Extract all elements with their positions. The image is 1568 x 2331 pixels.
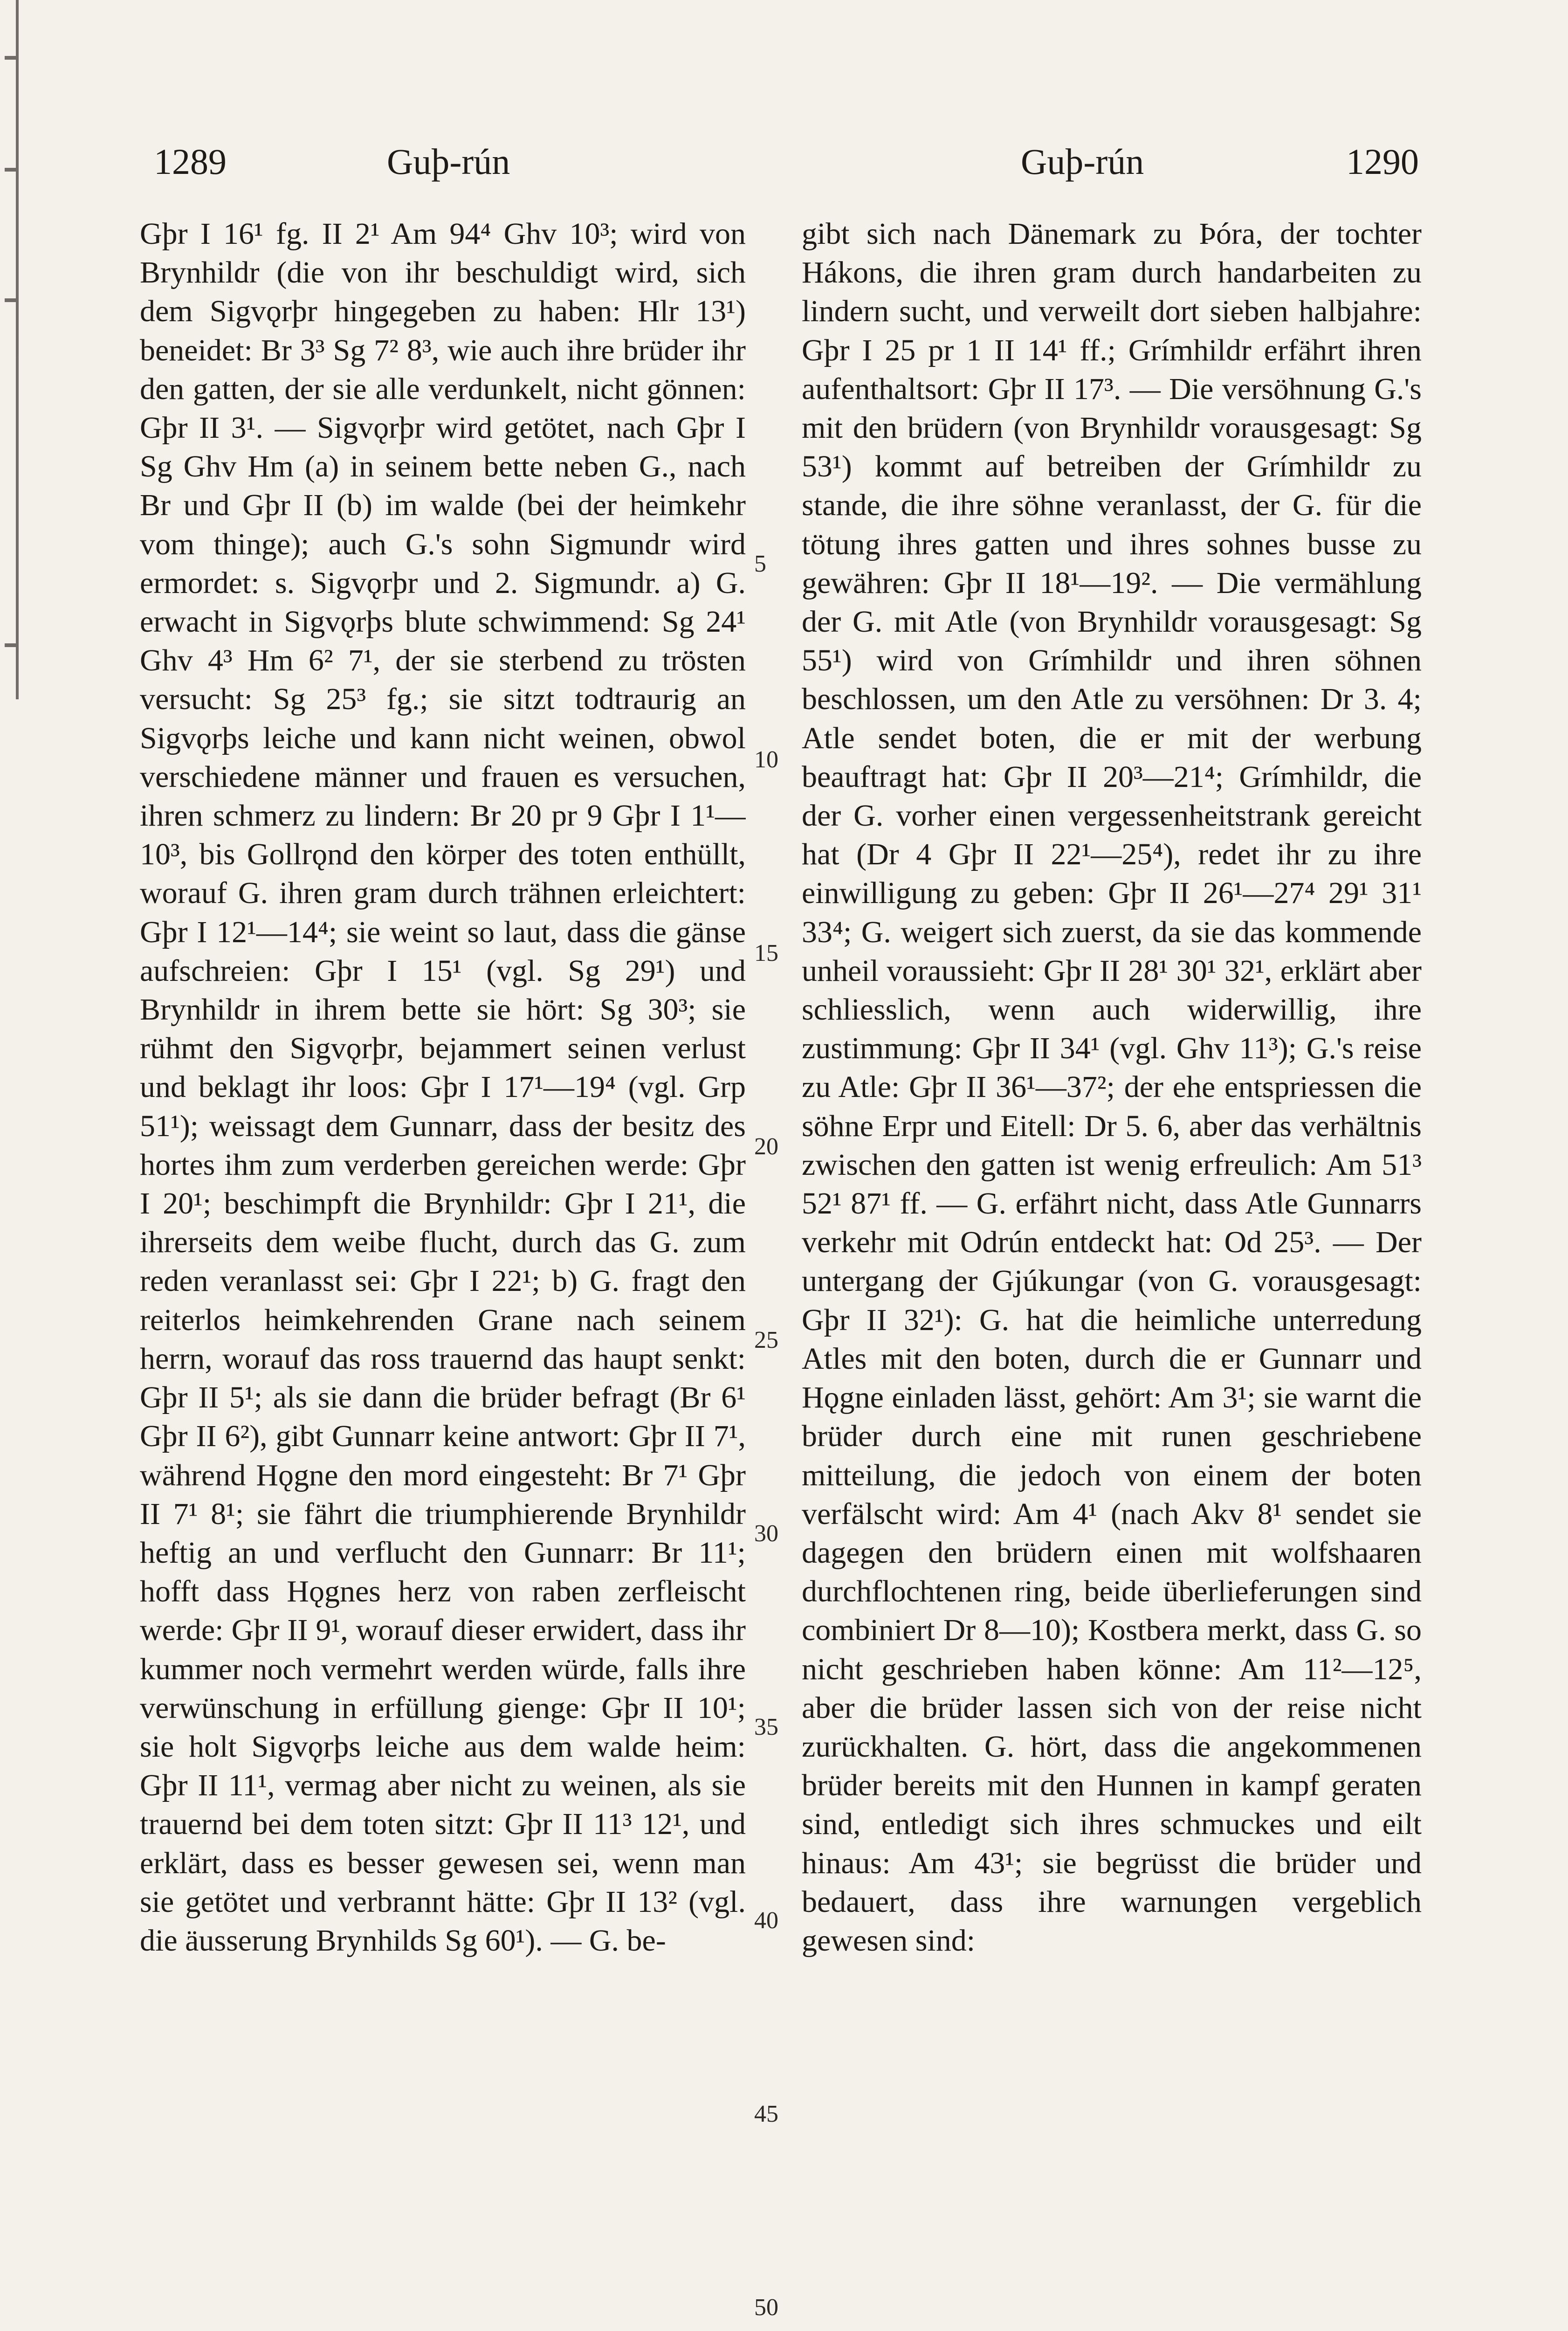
- left-running-title: Guþ-rún: [387, 141, 510, 182]
- line-number: 5: [754, 551, 766, 577]
- right-running-title: Guþ-rún: [1021, 141, 1144, 182]
- line-number: 15: [754, 940, 778, 966]
- binding-tick: [5, 298, 16, 302]
- line-number: 35: [754, 1714, 778, 1740]
- binding-tick: [5, 643, 16, 647]
- line-number: 10: [754, 746, 778, 773]
- binding-edge: [0, 0, 19, 699]
- line-number: 20: [754, 1133, 778, 1160]
- line-number-margin: [754, 214, 796, 2321]
- right-page-number: 1290: [1346, 141, 1419, 182]
- line-number: 40: [754, 1907, 778, 1934]
- left-text-column: Gþr I 16¹ fg. II 2¹ Am 94⁴ Ghv 10³; wird von Brynhildr (die von ihr beschuldigt wird, sich dem Sigvǫrþr hingegeben zu haben: Hlr 13¹) beneidet: Br 3³ Sg 7² 8³, wie auch ihre brüder ihr den gatten, der sie alle verdunkelt, nicht gönnen: Gþr II 3¹. — Sigvǫrþr wird getötet, nach Gþr I Sg Ghv Hm (a) in seinem bette neben G., nach Br und Gþr II (b) im walde (bei der heimkehr vom thinge); auch G.'s sohn Sigmundr wird ermordet: s. Sigvǫrþr und 2. Sigmundr. a) G. erwacht in Sigvǫrþs blute schwimmend: Sg 24¹ Ghv 4³ Hm 6² 7¹, der sie sterbend zu trösten versucht: Sg 25³ fg.; sie sitzt todtraurig an Sigvǫrþs leiche und kann nicht weinen, obwol verschiedene männer und frauen es versuchen, ihren schmerz zu lindern: Br 20 pr 9 Gþr I 1¹—10³, bis Gollrǫnd den körper des toten enthüllt, worauf G. ihren gram durch trähnen erleichtert: Gþr I 12¹—14⁴; sie weint so laut, dass die gänse aufschreien: Gþr I 15¹ (vgl. Sg 29¹) und Brynhildr in ihrem bette sie hört: Sg 30³; sie rühmt den Sigvǫrþr, bejammert seinen verlust und beklagt ihr loos: Gþr I 17¹—19⁴ (vgl. Grp 51¹); weissagt dem Gunnarr, dass der besitz des hortes ihm zum verderben gereichen werde: Gþr I 20¹; beschimpft die Brynhildr: Gþr I 21¹, die ihrerseits dem weibe flucht, durch das G. zum reden veranlasst sei: Gþr I 22¹; b) G. fragt den reiterlos heimkehrenden Grane nach seinem herrn, worauf das ross trauernd das haupt senkt: Gþr II 5¹; als sie dann die brüder befragt (Br 6¹ Gþr II 6²), gibt Gunnarr keine antwort: Gþr II 7¹, während Hǫgne den mord eingesteht: Br 7¹ Gþr II 7¹ 8¹; sie fährt die triumphierende Brynhildr heftig an und verflucht den Gunnarr: Br 11¹; hofft dass Hǫgnes herz von raben zerfleischt werde: Gþr II 9¹, worauf dieser erwidert, dass ihr kummer noch vermehrt werden würde, falls ihre verwünschung in erfüllung gienge: Gþr II 10¹; sie holt Sigvǫrþs leiche aus dem walde heim: Gþr II 11¹, vermag aber nicht zu weinen, als sie trauernd bei dem toten sitzt: Gþr II 11³ 12¹, und erklärt, dass es besser gewesen sei, wenn man sie getötet und verbrannt hätte: Gþr II 13² (vgl. die äusserung Brynhilds Sg 60¹). — G. be-: [140, 217, 746, 1958]
- left-page-number: 1289: [154, 141, 227, 182]
- line-number: 30: [754, 1520, 778, 1547]
- line-number: 45: [754, 2101, 778, 2127]
- line-number: 25: [754, 1327, 778, 1353]
- right-text-column: gibt sich nach Dänemark zu Þóra, der tochter Hákons, die ihren gram durch handarbeiten zu lindern sucht, und verweilt dort sieben halbjahre: Gþr I 25 pr 1 II 14¹ ff.; Grímhildr erfährt ihren aufenthaltsort: Gþr II 17³. — Die versöhnung G.'s mit den brüdern (von Brynhildr vorausgesagt: Sg 53¹) kommt auf betreiben der Grímhildr zu stande, die ihre söhne veranlasst, der G. für die tötung ihres gatten und ihres sohnes busse zu gewähren: Gþr II 18¹—19². — Die vermählung der G. mit Atle (von Brynhildr vorausgesagt: Sg 55¹) wird von Grímhildr und ihren söhnen beschlossen, um den Atle zu versöhnen: Dr 3. 4; Atle sendet boten, die er mit der werbung beauftragt hat: Gþr II 20³—21⁴; Grímhildr, die der G. vorher einen vergessenheitstrank gereicht hat (Dr 4 Gþr II 22¹—25⁴), redet ihr zu ihre einwilligung zu geben: Gþr II 26¹—27⁴ 29¹ 31¹ 33⁴; G. weigert sich zuerst, da sie das kommende unheil voraussieht: Gþr II 28¹ 30¹ 32¹, erklärt aber schliesslich, wenn auch widerwillig, ihre zustimmung: Gþr II 34¹ (vgl. Ghv 11³); G.'s reise zu Atle: Gþr II 36¹—37²; der ehe entspriessen die söhne Erpr und Eitell: Dr 5. 6, aber das verhältnis zwischen den gatten ist wenig erfreulich: Am 51³ 52¹ 87¹ ff. — G. erfährt nicht, dass Atle Gunnarrs verkehr mit Odrún entdeckt hat: Od 25³. — Der untergang der Gjúkungar (von G. vorausgesagt: Gþr II 32¹): G. hat die heimliche unterredung Atles mit den boten, durch die er Gunnarr und Hǫgne einladen lässt, gehört: Am 3¹; sie warnt die brüder durch eine mit runen geschriebene mitteilung, die jedoch von einem der boten verfälscht wird: Am 4¹ (nach Akv 8¹ sendet sie dagegen den brüdern einen mit wolfshaaren durchflochtenen ring, beide überlieferungen sind combiniert Dr 8—10); Kostbera merkt, dass G. so nicht geschrieben haben könne: Am 11²—12⁵, aber die brüder lassen sich von der reise nicht zurückhalten. G. hört, dass die angekommenen brüder bereits mit den Hunnen in kampf geraten sind, entledigt sich ihres schmuckes und eilt hinaus: Am 43¹; sie begrüsst die brüder und bedauert, dass ihre warnungen vergeblich gewesen sind:: [802, 217, 1422, 1958]
- line-number: 50: [754, 2294, 778, 2321]
- page-header: [0, 122, 1568, 197]
- binding-tick: [5, 56, 16, 60]
